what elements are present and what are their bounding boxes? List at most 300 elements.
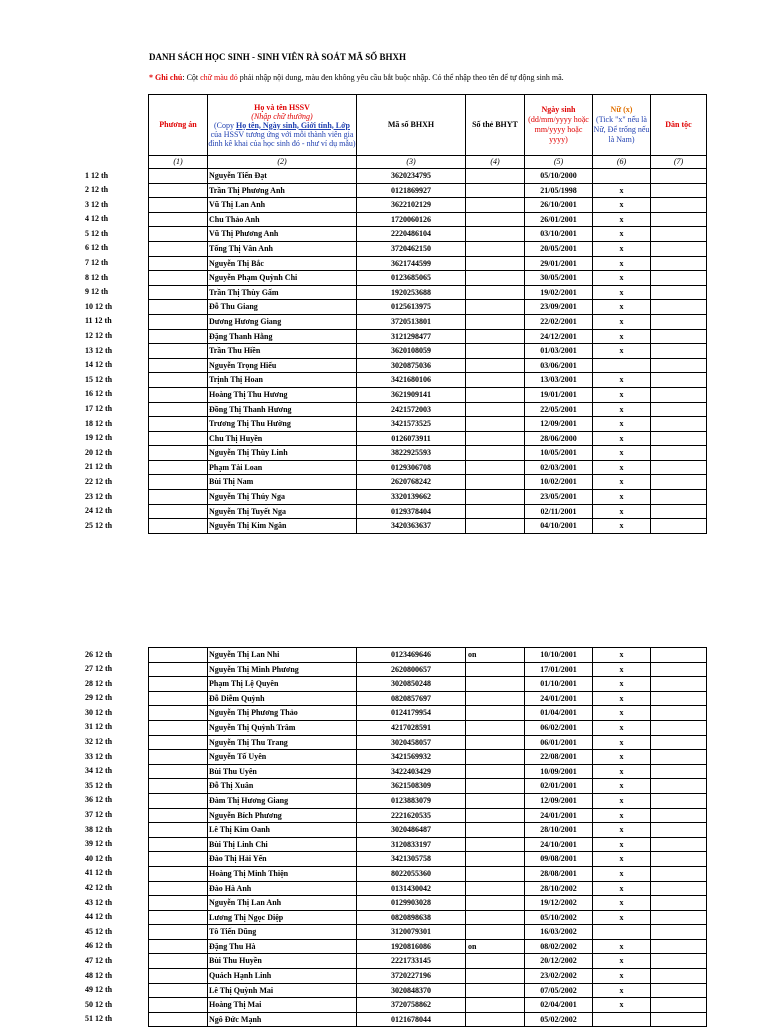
table-row — [149, 402, 707, 417]
cell-bhyt — [466, 344, 525, 359]
cell-bhxh-code: 0123883079 — [357, 793, 466, 808]
cell-bhxh-code: 3020848370 — [357, 983, 466, 998]
cell-dob: 03/06/2001 — [525, 358, 593, 373]
row-label: 36 12 th — [85, 795, 113, 805]
header-ho-ten-desc-a: (Copy — [214, 120, 236, 130]
row-label: 23 12 th — [85, 491, 113, 501]
cell-phuong-an — [149, 183, 208, 198]
cell-phuong-an — [149, 285, 208, 300]
cell-dan-toc — [651, 954, 707, 969]
cell-dan-toc — [651, 431, 707, 446]
cell-dob: 10/10/2001 — [525, 648, 593, 663]
cell-name: Tô Tiến Dũng — [208, 925, 357, 940]
table-row — [149, 954, 707, 969]
cell-bhxh-code: 3121298477 — [357, 329, 466, 344]
cell-dan-toc — [651, 852, 707, 867]
cell-phuong-an — [149, 852, 208, 867]
table-row — [149, 285, 707, 300]
cell-dob: 01/03/2001 — [525, 344, 593, 359]
cell-dan-toc — [651, 808, 707, 823]
cell-phuong-an — [149, 954, 208, 969]
cell-dob: 24/10/2001 — [525, 837, 593, 852]
cell-sex: x — [593, 648, 651, 663]
cell-name: Nguyễn Tố Uyên — [208, 750, 357, 765]
cell-bhyt — [466, 446, 525, 461]
cell-dob: 30/05/2001 — [525, 271, 593, 286]
table-row — [149, 939, 707, 954]
cell-dan-toc — [651, 314, 707, 329]
cell-bhxh-code: 0123469646 — [357, 648, 466, 663]
cell-phuong-an — [149, 314, 208, 329]
cell-bhyt — [466, 793, 525, 808]
row-label: 48 12 th — [85, 970, 113, 980]
cell-dan-toc — [651, 764, 707, 779]
cell-bhyt — [466, 677, 525, 692]
row-label: 33 12 th — [85, 751, 113, 761]
cell-name: Nguyễn Thị Quỳnh Trâm — [208, 720, 357, 735]
header-nu-title: Nữ (x) — [610, 105, 633, 114]
cell-sex: x — [593, 983, 651, 998]
cell-dob: 05/02/2002 — [525, 1012, 593, 1027]
cell-phuong-an — [149, 344, 208, 359]
cell-dan-toc — [651, 939, 707, 954]
cell-sex: x — [593, 504, 651, 519]
column-number-row — [149, 156, 707, 169]
cell-bhyt — [466, 852, 525, 867]
table-row — [149, 677, 707, 692]
note-text-2: phải nhập nội dung, màu đen không yêu cầu bắt buộc nhập. Có thể nhập theo tên để tự động sinh mã. — [237, 73, 564, 82]
cell-name: Lê Thị Quỳnh Mai — [208, 983, 357, 998]
cell-bhxh-code: 1720060126 — [357, 212, 466, 227]
cell-dob: 28/08/2001 — [525, 866, 593, 881]
cell-dob: 04/10/2001 — [525, 519, 593, 534]
cell-bhyt — [466, 750, 525, 765]
cell-dob: 20/12/2002 — [525, 954, 593, 969]
cell-sex — [593, 169, 651, 184]
cell-dob: 19/02/2001 — [525, 285, 593, 300]
table-row — [149, 460, 707, 475]
cell-bhyt — [466, 431, 525, 446]
row-label: 44 12 th — [85, 912, 113, 922]
cell-dan-toc — [651, 256, 707, 271]
table-row — [149, 256, 707, 271]
cell-bhyt — [466, 866, 525, 881]
cell-dan-toc — [651, 504, 707, 519]
cell-phuong-an — [149, 925, 208, 940]
row-label: 11 12 th — [85, 316, 112, 326]
table-row — [149, 490, 707, 505]
cell-bhyt — [466, 358, 525, 373]
table-row — [149, 387, 707, 402]
table-row — [149, 764, 707, 779]
cell-sex: x — [593, 490, 651, 505]
table-row — [149, 519, 707, 534]
table-row — [149, 896, 707, 911]
table-row — [149, 662, 707, 677]
cell-sex: x — [593, 750, 651, 765]
header-row — [149, 95, 707, 156]
cell-phuong-an — [149, 720, 208, 735]
cell-name: Nguyễn Thị Minh Phương — [208, 662, 357, 677]
cell-dan-toc — [651, 823, 707, 838]
cell-dob: 06/02/2001 — [525, 720, 593, 735]
row-label: 45 12 th — [85, 926, 113, 936]
cell-sex: x — [593, 285, 651, 300]
cell-dan-toc — [651, 662, 707, 677]
cell-bhxh-code: 3621508309 — [357, 779, 466, 794]
cell-bhxh-code: 3120833197 — [357, 837, 466, 852]
cell-bhxh-code: 1920816086 — [357, 939, 466, 954]
row-label: 9 12 th — [85, 287, 109, 297]
cell-phuong-an — [149, 998, 208, 1013]
cell-bhyt — [466, 373, 525, 388]
cell-bhxh-code: 3020850248 — [357, 677, 466, 692]
cell-dan-toc — [651, 720, 707, 735]
cell-bhyt — [466, 300, 525, 315]
row-label: 18 12 th — [85, 418, 113, 428]
cell-sex: x — [593, 271, 651, 286]
table-row — [149, 227, 707, 242]
cell-sex: x — [593, 519, 651, 534]
cell-dob: 19/01/2001 — [525, 387, 593, 402]
cell-sex: x — [593, 417, 651, 432]
cell-dob: 02/04/2001 — [525, 998, 593, 1013]
cell-phuong-an — [149, 490, 208, 505]
cell-dob: 01/04/2001 — [525, 706, 593, 721]
cell-dob: 21/05/1998 — [525, 183, 593, 198]
table-row — [149, 300, 707, 315]
cell-name: Bùi Thị Linh Chi — [208, 837, 357, 852]
col-number: (2) — [208, 156, 357, 169]
cell-bhyt — [466, 241, 525, 256]
table-row — [149, 417, 707, 432]
cell-sex: x — [593, 896, 651, 911]
table-row — [149, 241, 707, 256]
table-row — [149, 706, 707, 721]
cell-sex: x — [593, 866, 651, 881]
cell-dan-toc — [651, 677, 707, 692]
row-label: 41 12 th — [85, 868, 113, 878]
cell-sex: x — [593, 256, 651, 271]
col-number: (4) — [466, 156, 525, 169]
cell-phuong-an — [149, 648, 208, 663]
cell-bhyt — [466, 837, 525, 852]
cell-bhyt — [466, 256, 525, 271]
cell-bhxh-code: 3720758862 — [357, 998, 466, 1013]
cell-bhyt — [466, 460, 525, 475]
cell-dan-toc — [651, 969, 707, 984]
col-number: (7) — [651, 156, 707, 169]
cell-dob: 07/05/2002 — [525, 983, 593, 998]
row-label: 21 12 th — [85, 462, 113, 472]
cell-bhxh-code: 3120079301 — [357, 925, 466, 940]
row-label: 13 12 th — [85, 345, 113, 355]
cell-sex: x — [593, 969, 651, 984]
cell-bhxh-code: 3422403429 — [357, 764, 466, 779]
cell-bhyt — [466, 212, 525, 227]
cell-dob: 28/10/2002 — [525, 881, 593, 896]
table-row — [149, 314, 707, 329]
cell-name: Bùi Thị Nam — [208, 475, 357, 490]
cell-dob: 06/01/2001 — [525, 735, 593, 750]
row-label: 1 12 th — [85, 170, 109, 180]
row-label: 20 12 th — [85, 447, 113, 457]
header-ho-ten-title: Họ và tên HSSV — [254, 102, 310, 112]
cell-name: Nguyễn Tiến Đạt — [208, 169, 357, 184]
cell-sex: x — [593, 387, 651, 402]
header-ngay-sinh-title: Ngày sinh — [541, 105, 576, 114]
cell-name: Ngô Đức Mạnh — [208, 1012, 357, 1027]
row-label: 28 12 th — [85, 678, 113, 688]
row-label: 32 12 th — [85, 737, 113, 747]
cell-bhyt — [466, 1012, 525, 1027]
row-label: 17 12 th — [85, 404, 113, 413]
table-row — [149, 808, 707, 823]
cell-dob: 23/02/2002 — [525, 969, 593, 984]
row-label: 50 12 th — [85, 999, 113, 1009]
table-row — [149, 750, 707, 765]
cell-dan-toc — [651, 227, 707, 242]
cell-phuong-an — [149, 460, 208, 475]
cell-bhxh-code: 0129306708 — [357, 460, 466, 475]
cell-bhyt — [466, 314, 525, 329]
cell-bhyt — [466, 519, 525, 534]
cell-sex: x — [593, 939, 651, 954]
cell-bhxh-code: 3720462150 — [357, 241, 466, 256]
row-label: 26 12 th — [85, 649, 113, 659]
cell-dan-toc — [651, 417, 707, 432]
cell-sex: x — [593, 475, 651, 490]
row-labels-part2 — [85, 648, 145, 1027]
cell-name: Lê Thị Kim Oanh — [208, 823, 357, 838]
header-dan-toc: Dân tộc — [651, 95, 707, 156]
cell-sex — [593, 358, 651, 373]
cell-name: Nguyễn Thị Tuyết Nga — [208, 504, 357, 519]
cell-sex: x — [593, 344, 651, 359]
table-row — [149, 691, 707, 706]
cell-dan-toc — [651, 490, 707, 505]
table-row — [149, 910, 707, 925]
table-row — [149, 779, 707, 794]
cell-bhxh-code: 3421573525 — [357, 417, 466, 432]
cell-bhyt — [466, 779, 525, 794]
cell-name: Nguyễn Thị Kim Ngân — [208, 519, 357, 534]
row-label: 34 12 th — [85, 766, 113, 776]
cell-phuong-an — [149, 939, 208, 954]
cell-bhxh-code: 2221733145 — [357, 954, 466, 969]
cell-name: Đặng Thanh Hằng — [208, 329, 357, 344]
cell-bhxh-code: 3421305758 — [357, 852, 466, 867]
cell-dan-toc — [651, 402, 707, 417]
cell-sex: x — [593, 706, 651, 721]
row-label: 42 12 th — [85, 883, 113, 892]
cell-dob: 12/09/2001 — [525, 417, 593, 432]
cell-phuong-an — [149, 750, 208, 765]
table-row — [149, 271, 707, 286]
cell-dob: 08/02/2002 — [525, 939, 593, 954]
cell-dan-toc — [651, 446, 707, 461]
row-label: 15 12 th — [85, 374, 113, 384]
cell-dob: 26/10/2001 — [525, 198, 593, 213]
row-label: 39 12 th — [85, 839, 113, 849]
cell-bhxh-code: 8022055360 — [357, 866, 466, 881]
cell-bhyt — [466, 764, 525, 779]
row-label: 25 12 th — [85, 520, 113, 530]
header-ho-ten-desc-c: của HSSV tương ứng với mỗi thành viên gia đình kê khai của học sinh đó - như ví dụ mẫu) — [208, 129, 356, 148]
cell-phuong-an — [149, 969, 208, 984]
cell-dan-toc — [651, 648, 707, 663]
cell-bhxh-code: 1920253688 — [357, 285, 466, 300]
cell-bhyt — [466, 662, 525, 677]
cell-bhxh-code: 0820898638 — [357, 910, 466, 925]
header-ho-ten-desc-b: Họ tên, Ngày sinh, Giới tính, Lớp — [236, 120, 350, 130]
cell-bhxh-code: 3421569932 — [357, 750, 466, 765]
table-row — [149, 475, 707, 490]
cell-name: Nguyễn Thị Phương Thảo — [208, 706, 357, 721]
cell-bhxh-code: 0124179954 — [357, 706, 466, 721]
cell-dob: 09/08/2001 — [525, 852, 593, 867]
cell-bhyt — [466, 387, 525, 402]
cell-sex: x — [593, 662, 651, 677]
cell-dan-toc — [651, 285, 707, 300]
cell-phuong-an — [149, 198, 208, 213]
cell-sex: x — [593, 227, 651, 242]
row-label: 38 12 th — [85, 824, 113, 834]
cell-sex: x — [593, 910, 651, 925]
cell-name: Dương Hương Giang — [208, 314, 357, 329]
cell-name: Trần Thị Phương Anh — [208, 183, 357, 198]
cell-dob: 17/01/2001 — [525, 662, 593, 677]
cell-name: Nguyễn Thị Thùy Linh — [208, 446, 357, 461]
cell-dan-toc — [651, 983, 707, 998]
cell-bhyt — [466, 954, 525, 969]
cell-sex: x — [593, 852, 651, 867]
table-row — [149, 183, 707, 198]
cell-bhyt — [466, 808, 525, 823]
row-label: 31 12 th — [85, 722, 113, 732]
cell-dob: 29/01/2001 — [525, 256, 593, 271]
cell-dob: 16/03/2002 — [525, 925, 593, 940]
cell-sex: x — [593, 954, 651, 969]
table-row — [149, 198, 707, 213]
cell-bhxh-code: 3020458057 — [357, 735, 466, 750]
cell-name: Bùi Thu Huyền — [208, 954, 357, 969]
table-row — [149, 866, 707, 881]
cell-dob: 05/10/2002 — [525, 910, 593, 925]
table-row — [149, 881, 707, 896]
cell-bhyt — [466, 706, 525, 721]
row-label: 19 12 th — [85, 433, 113, 443]
cell-dob: 10/09/2001 — [525, 764, 593, 779]
cell-dan-toc — [651, 1012, 707, 1027]
note-line — [149, 73, 564, 82]
row-label: 22 12 th — [85, 476, 113, 486]
cell-dob: 24/01/2001 — [525, 691, 593, 706]
cell-bhxh-code: 3020486487 — [357, 823, 466, 838]
cell-phuong-an — [149, 983, 208, 998]
col-number: (6) — [593, 156, 651, 169]
cell-name: Chu Thị Huyền — [208, 431, 357, 446]
cell-dan-toc — [651, 241, 707, 256]
cell-phuong-an — [149, 475, 208, 490]
row-label: 2 12 th — [85, 185, 109, 195]
row-label: 35 12 th — [85, 780, 113, 790]
cell-bhyt — [466, 475, 525, 490]
table-row — [149, 837, 707, 852]
cell-sex: x — [593, 212, 651, 227]
table-row — [149, 344, 707, 359]
cell-phuong-an — [149, 910, 208, 925]
cell-dan-toc — [651, 793, 707, 808]
table-row — [149, 329, 707, 344]
cell-phuong-an — [149, 1012, 208, 1027]
cell-dob: 02/03/2001 — [525, 460, 593, 475]
cell-bhxh-code: 0123685065 — [357, 271, 466, 286]
row-label: 7 12 th — [85, 258, 109, 268]
cell-dob: 23/05/2001 — [525, 490, 593, 505]
cell-dob: 03/10/2001 — [525, 227, 593, 242]
cell-bhyt — [466, 969, 525, 984]
cell-bhyt — [466, 417, 525, 432]
cell-name: Nguyễn Bích Phương — [208, 808, 357, 823]
cell-dob: 19/12/2002 — [525, 896, 593, 911]
cell-phuong-an — [149, 735, 208, 750]
cell-bhxh-code: 3622102129 — [357, 198, 466, 213]
header-nu-desc: (Tick "x" nếu là Nữ, Để trống nếu là Nam) — [593, 115, 650, 144]
cell-sex: x — [593, 402, 651, 417]
table-row — [149, 969, 707, 984]
row-label: 24 12 th — [85, 506, 113, 516]
cell-bhyt — [466, 896, 525, 911]
cell-name: Lương Thị Ngọc Diệp — [208, 910, 357, 925]
cell-dan-toc — [651, 475, 707, 490]
row-label: 49 12 th — [85, 985, 113, 995]
cell-sex: x — [593, 793, 651, 808]
cell-dan-toc — [651, 896, 707, 911]
cell-name: Đỗ Diễm Quỳnh — [208, 691, 357, 706]
cell-sex: x — [593, 460, 651, 475]
cell-name: Chu Thảo Anh — [208, 212, 357, 227]
cell-bhxh-code: 3621744599 — [357, 256, 466, 271]
cell-name: Vũ Thị Phương Anh — [208, 227, 357, 242]
cell-phuong-an — [149, 896, 208, 911]
cell-bhyt: on — [466, 939, 525, 954]
cell-bhyt — [466, 983, 525, 998]
cell-dob: 13/03/2001 — [525, 373, 593, 388]
cell-phuong-an — [149, 779, 208, 794]
cell-phuong-an — [149, 241, 208, 256]
cell-bhxh-code: 3421680106 — [357, 373, 466, 388]
table-row — [149, 431, 707, 446]
cell-bhyt — [466, 504, 525, 519]
cell-dob: 24/12/2001 — [525, 329, 593, 344]
cell-name: Phạm Tài Loan — [208, 460, 357, 475]
cell-bhxh-code: 2221620535 — [357, 808, 466, 823]
cell-dob: 10/05/2001 — [525, 446, 593, 461]
cell-phuong-an — [149, 358, 208, 373]
cell-name: Bùi Thu Uyên — [208, 764, 357, 779]
cell-dan-toc — [651, 881, 707, 896]
row-label: 10 12 th — [85, 301, 113, 311]
cell-phuong-an — [149, 417, 208, 432]
cell-phuong-an — [149, 837, 208, 852]
row-label: 6 12 th — [85, 243, 109, 253]
cell-dan-toc — [651, 750, 707, 765]
table-row — [149, 212, 707, 227]
table-row — [149, 373, 707, 388]
cell-phuong-an — [149, 764, 208, 779]
row-label: 16 12 th — [85, 389, 113, 399]
